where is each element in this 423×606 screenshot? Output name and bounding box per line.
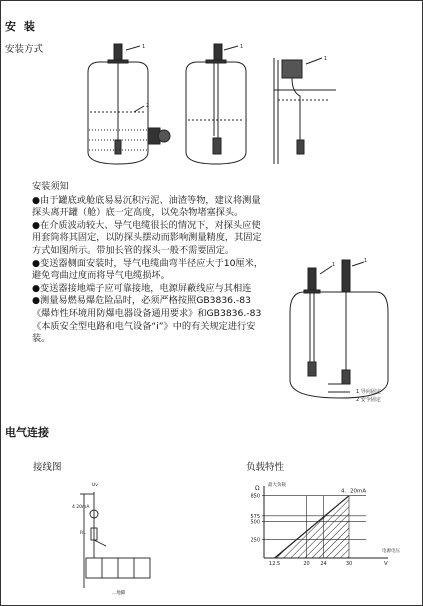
- electrical-title: 电气连接: [5, 426, 49, 439]
- load-chart: [236, 478, 416, 572]
- installation-drawings: [78, 40, 358, 170]
- wiring-rl-label: RL: [80, 531, 86, 536]
- fixing-drawing: [284, 252, 394, 407]
- note-side-mount: ●变送器侧面安装时，导气电缆曲弯半径应大于10厘米，避免弯曲过度而将导气电缆损坏。: [32, 257, 264, 282]
- y-tick-label: 500: [250, 519, 260, 526]
- wiring-diagram: [72, 476, 162, 600]
- y-tick-label: 850: [250, 493, 260, 500]
- note-sediment: ●由于罐底或舱底易易沉积污泥、油渣等物，建议将测量探头离开罐（舱）底一定高度，以免杂物堵塞探头。: [32, 194, 261, 219]
- curve-label: 4．20mA: [341, 488, 367, 495]
- x-tick-label: 12.5: [269, 561, 281, 567]
- note-grounding: ●变送器接地端子应可靠接地，电源屏蔽线应与其相连: [32, 282, 252, 294]
- x-tick-label: 30: [345, 561, 353, 567]
- note-fixing: ●在介质波动较大、导气电缆很长的情况下，对探头应使用套筒将其固定，以防探头摆动而影响测量精度，其固定方式如图所示。带加长管的探头一般不需要固定。: [32, 219, 262, 256]
- svg-text:1: 1: [332, 262, 336, 268]
- svg-text:1: 1: [324, 56, 328, 62]
- x-tick-label: 20: [303, 561, 310, 567]
- x-tick-label: 24: [320, 561, 327, 567]
- install-title: 安 装: [5, 20, 37, 33]
- wiring-label: 接线图: [33, 462, 62, 473]
- wiring-uv-label: Uv: [92, 483, 98, 488]
- notes-heading: 安装须知: [32, 181, 69, 192]
- wiring-footer-label: ...地脚: [112, 591, 126, 596]
- svg-text:1: 1: [240, 44, 244, 50]
- svg-text:1: 1: [142, 44, 146, 50]
- installation-notes: [32, 181, 268, 346]
- y-tick-label: 250: [250, 537, 260, 544]
- fixing-legend-2: 2 安全固定: [356, 397, 381, 403]
- load-label: 负载特性: [246, 462, 285, 473]
- svg-text:2: 2: [146, 103, 150, 109]
- fixing-legend-1: 1 导向固定: [356, 389, 381, 395]
- side-mount-drawing: [274, 58, 336, 164]
- svg-text:1: 1: [364, 258, 368, 264]
- chart-top-label: 最大负载: [268, 483, 286, 488]
- chart-right-label: 电源电压: [382, 549, 400, 554]
- install-method-label: 安装方式: [5, 44, 44, 55]
- y-axis-label: Ω: [255, 485, 260, 492]
- x-axis-label: V: [384, 561, 388, 567]
- note-explosion-proof: ●测量易燃易爆危险品时，必须严格按照GB3836.-83《爆炸性环境用防爆电器设备通用要求》和GB3836.-83《本质安全型电路和电气设备“i”》中的有关规定进行安装。: [32, 295, 262, 345]
- y-tick-label: 575: [250, 513, 260, 520]
- wiring-current-label: 4 20mA: [72, 505, 90, 510]
- tank-sediment-drawing: [88, 44, 170, 164]
- tank-sleeve-drawing: [186, 44, 246, 164]
